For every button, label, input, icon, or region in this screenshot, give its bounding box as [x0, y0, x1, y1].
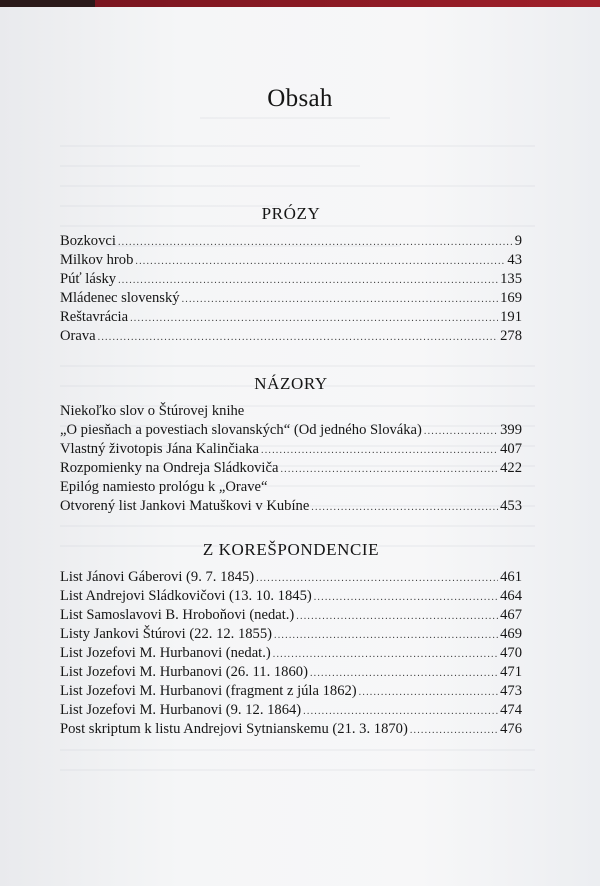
entry-title: List Jozefovi M. Hurbanovi (fragment z júla 1862)	[60, 683, 357, 699]
entry-title: List Jozefovi M. Hurbanovi (9. 12. 1864)	[60, 702, 302, 718]
entry-title: List Andrejovi Sládkovičovi (13. 10. 1845)	[60, 588, 312, 604]
entry-title: Vlastný životopis Jána Kalinčiaka	[60, 441, 259, 457]
dot-leader	[280, 460, 498, 479]
dot-leader	[303, 702, 498, 721]
dot-leader	[310, 664, 498, 683]
dot-leader	[314, 588, 498, 607]
entry-title: Rozpomienky na Ondreja Sládkoviča	[60, 460, 279, 476]
entry-title: Listy Jankovi Štúrovi (22. 12. 1855)	[60, 626, 273, 642]
toc-list-prozy	[60, 232, 522, 346]
toc-entry[interactable]	[60, 625, 522, 644]
toc-entry[interactable]	[60, 308, 522, 327]
section-heading-prozy: PRÓZY	[261, 204, 321, 223]
entry-page: 467	[500, 607, 522, 623]
dot-leader	[182, 290, 499, 309]
dot-leader	[256, 569, 498, 588]
entry-title: Milkov hrob	[60, 252, 134, 268]
toc-entry[interactable]	[60, 270, 522, 289]
toc-entry[interactable]	[60, 682, 522, 701]
toc-entry[interactable]	[60, 663, 522, 682]
entry-title: List Jánovi Gáberovi (9. 7. 1845)	[60, 569, 255, 585]
toc-entry[interactable]	[60, 568, 522, 587]
toc-entry[interactable]	[60, 232, 522, 251]
toc-line[interactable]: Niekoľko slov o Štúrovej knihe	[60, 403, 245, 419]
entry-page: 469	[500, 626, 522, 642]
entry-title: Bozkovci	[60, 233, 116, 249]
toc-list-nazory	[60, 402, 522, 516]
entry-page: 453	[500, 498, 522, 514]
entry-page: 461	[500, 569, 522, 585]
entry-page: 399	[500, 422, 522, 438]
dot-leader	[118, 271, 498, 290]
entry-title: Púť lásky	[60, 271, 117, 287]
entry-page: 422	[500, 460, 522, 476]
toc-line[interactable]: Epilóg namiesto prológu k „Orave“	[60, 479, 268, 495]
entry-title: Otvorený list Jankovi Matuškovi v Kubíne	[60, 498, 310, 514]
toc-entry[interactable]	[60, 606, 522, 625]
dot-leader	[273, 645, 498, 664]
entry-title: List Jozefovi M. Hurbanovi (26. 11. 1860)	[60, 664, 308, 680]
entry-page: 135	[500, 271, 522, 287]
page-title: Obsah	[267, 85, 333, 112]
dot-leader	[130, 309, 498, 328]
section-heading-koresp: Z KOREŠPONDENCIE	[202, 540, 380, 559]
entry-title: Post skriptum k listu Andrejovi Sytnianskemu (21. 3. 1870)	[60, 721, 408, 737]
entry-page: 476	[500, 721, 522, 737]
toc-entry[interactable]	[60, 289, 522, 308]
toc-entry[interactable]	[60, 587, 522, 606]
entry-page: 473	[500, 683, 522, 699]
entry-page: 191	[500, 309, 522, 325]
entry-title: Orava	[60, 328, 96, 344]
entry-title: „O piesňach a povestiach slovanských“ (Od jedného Slováka)	[60, 422, 422, 438]
entry-page: 407	[500, 441, 522, 457]
section-heading-nazory: NÁZORY	[254, 374, 328, 393]
dot-leader	[98, 328, 498, 347]
dot-leader	[410, 721, 498, 740]
dot-leader	[424, 422, 498, 441]
dot-leader	[274, 626, 498, 645]
toc-entry[interactable]	[60, 497, 522, 516]
toc-entry[interactable]	[60, 459, 522, 478]
entry-title: List Samoslavovi B. Hroboňovi (nedat.)	[60, 607, 295, 623]
dot-leader	[359, 683, 498, 702]
toc-entry[interactable]	[60, 421, 522, 440]
top-edge-band	[0, 0, 600, 7]
toc-entry[interactable]	[60, 720, 522, 739]
dot-leader	[118, 233, 513, 252]
toc-entry[interactable]	[60, 644, 522, 663]
entry-title: List Jozefovi M. Hurbanovi (nedat.)	[60, 645, 271, 661]
entry-page: 464	[500, 588, 522, 604]
entry-page: 169	[500, 290, 522, 306]
toc-entry[interactable]	[60, 327, 522, 346]
toc-list-koresp	[60, 568, 522, 739]
toc-entry[interactable]	[60, 440, 522, 459]
entry-title: Mládenec slovenský	[60, 290, 180, 306]
dot-leader	[135, 252, 505, 271]
dot-leader	[311, 498, 498, 517]
toc-entry[interactable]	[60, 251, 522, 270]
dot-leader	[261, 441, 498, 460]
entry-page: 9	[514, 233, 522, 249]
entry-title: Reštavrácia	[60, 309, 129, 325]
entry-page: 474	[500, 702, 522, 718]
dot-leader	[296, 607, 498, 626]
entry-page: 43	[507, 252, 522, 268]
entry-page: 278	[500, 328, 522, 344]
entry-page: 470	[500, 645, 522, 661]
toc-entry[interactable]	[60, 701, 522, 720]
entry-page: 471	[500, 664, 522, 680]
